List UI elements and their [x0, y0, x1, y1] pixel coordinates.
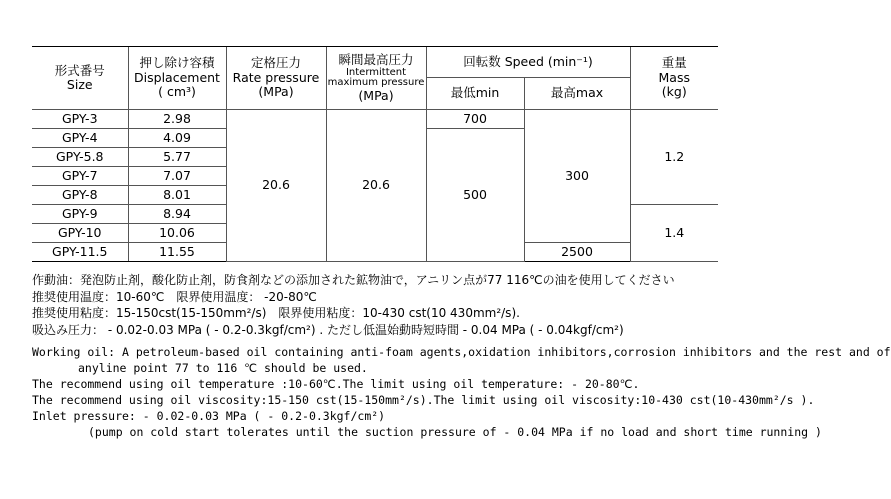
intermittent-pressure-value: 20.6	[326, 110, 426, 262]
header-displacement-jp: 押し除け容積	[139, 55, 215, 71]
header-rate-pressure	[226, 47, 326, 110]
row-size-cell: GPY-4	[32, 129, 128, 148]
header-speed-max: 最高max	[524, 78, 630, 110]
mass-group2: 1.4	[630, 205, 718, 262]
header-speed-min: 最低min	[426, 78, 524, 110]
note-jp-inlet-pressure: 吸込み圧力： - 0.02-0.03 MPa ( - 0.2-0.3kgf/cm²) . ただし低温始動時短時間 - 0.04 MPa ( - 0.04kgf/cm²)	[32, 322, 624, 337]
header-rate-unit: (MPa)	[258, 84, 294, 100]
header-inter-en1: Intermittent	[345, 66, 407, 78]
header-mass	[630, 47, 718, 110]
note-jp-temperature: 推奨使用温度：10-60℃ 限界使用温度： -20-80℃	[32, 289, 317, 304]
japanese-notes	[32, 272, 732, 338]
note-en-inlet-pressure: Inlet pressure: - 0.02-0.03 MPa ( - 0.2-0.3kgf/cm²)	[32, 409, 386, 423]
header-mass-jp: 重量	[661, 55, 687, 71]
header-mass-en: Mass	[658, 69, 690, 85]
row-size-cell: GPY-3	[32, 110, 128, 129]
note-en-temperature: The recommend using oil temperature :10-60℃.The limit using oil temperature: - 20-80℃.	[32, 377, 640, 391]
header-rate-jp: 定格圧力	[250, 55, 301, 71]
mass-group1: 1.2	[630, 110, 718, 205]
header-rate-en: Rate pressure	[232, 69, 320, 85]
row-displacement-cell: 4.09	[128, 129, 226, 148]
note-en-working-oil: Working oil: A petroleum-based oil containing anti-foam agents,oxidation inhibitors,corrosion inhibitors and the rest and of	[32, 345, 891, 359]
max-speed-main: 300	[524, 110, 630, 243]
row-displacement-cell: 10.06	[128, 224, 226, 243]
header-speed: 回転数 Speed (min⁻¹)	[426, 47, 630, 78]
row-size-cell: GPY-5.8	[32, 148, 128, 167]
spec-table	[32, 46, 718, 262]
header-inter-jp: 瞬間最高圧力	[338, 52, 414, 68]
row-displacement-cell: 5.77	[128, 148, 226, 167]
row-size-cell: GPY-11.5	[32, 243, 128, 262]
note-en-cold-start: (pump on cold start tolerates until the suction pressure of - 0.04 MPa if no load and short time running )	[88, 425, 822, 439]
header-inter-unit: (MPa)	[358, 87, 394, 103]
row-size-cell: GPY-9	[32, 205, 128, 224]
header-size-en: Size	[66, 77, 93, 92]
header-size-jp: 形式番号	[54, 62, 105, 78]
min-speed-first: 700	[426, 110, 524, 129]
header-displacement	[128, 47, 226, 110]
header-inter-en2: maximum pressure	[327, 77, 425, 88]
header-displacement-unit: ( cm³)	[158, 84, 196, 100]
row-displacement-cell: 8.94	[128, 205, 226, 224]
header-intermittent-pressure	[326, 47, 426, 110]
row-displacement-cell: 7.07	[128, 167, 226, 186]
header-size	[32, 47, 128, 110]
note-en-working-oil-cont: anyline point 77 to 116 ℃ should be used.	[78, 361, 368, 375]
header-displacement-en: Displacement	[134, 69, 220, 85]
row-displacement-cell: 8.01	[128, 186, 226, 205]
note-en-viscosity: The recommend using oil viscosity:15-150 cst(15-150mm²/s).The limit using oil viscosity:10-430 cst(10-430mm²/s ).	[32, 393, 815, 407]
rate-pressure-value: 20.6	[226, 110, 326, 262]
row-size-cell: GPY-8	[32, 186, 128, 205]
row-displacement-cell: 11.55	[128, 243, 226, 262]
max-speed-last: 2500	[524, 243, 630, 262]
english-notes	[32, 344, 891, 440]
row-size-cell: GPY-7	[32, 167, 128, 186]
header-mass-unit: (kg)	[661, 84, 687, 100]
row-displacement-cell: 2.98	[128, 110, 226, 129]
note-jp-viscosity: 推奨使用粘度：15-150cst(15-150mm²/s) 限界使用粘度：10-430 cst(10 430mm²/s).	[32, 306, 520, 320]
min-speed-rest: 500	[426, 129, 524, 262]
note-jp-working-oil: 作動油：発泡防止剤，酸化防止剤，防食剤などの添加された鉱物油で，アニリン点が77 116℃の油を使用してください	[32, 273, 675, 287]
row-size-cell: GPY-10	[32, 224, 128, 243]
